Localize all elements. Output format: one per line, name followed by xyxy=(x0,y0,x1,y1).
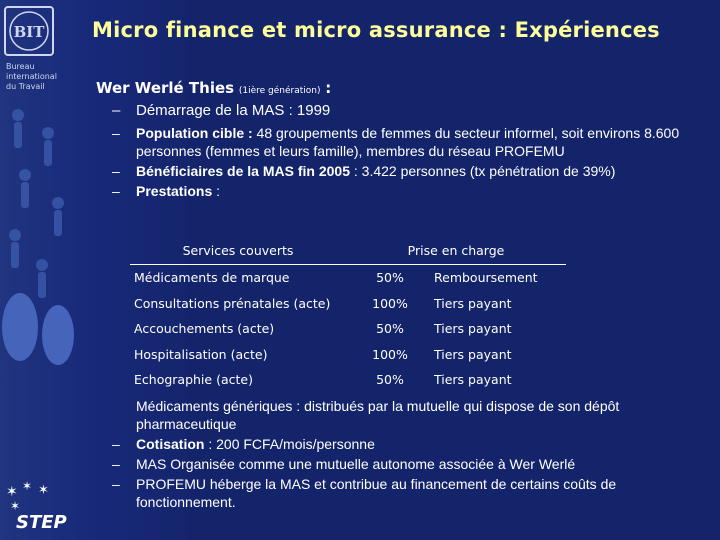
bullet-item xyxy=(96,162,696,180)
table-cell: Tiers payant xyxy=(434,321,512,337)
table-cell: Tiers payant xyxy=(434,372,512,388)
table-cell: Echographie (acte) xyxy=(134,372,253,388)
bullet-text: PROFEMU héberge la MAS et contribue au financement de certains coûts de fonctionnement. xyxy=(136,476,617,510)
table-cell: Tiers payant xyxy=(434,346,512,362)
bullet-text: 48 groupements de femmes du secteur informel, soit environs 8.600 personnes (femmes et leurs famille), membres du réseau PROFEMU xyxy=(136,125,680,159)
content-body xyxy=(96,79,696,200)
dash: – xyxy=(112,183,120,199)
dash: – xyxy=(112,476,120,492)
table-cell: 50% xyxy=(376,321,404,337)
dash: – xyxy=(112,102,121,119)
step-text: STEP xyxy=(16,512,67,533)
bullet-item xyxy=(96,455,696,473)
bullet-item xyxy=(96,182,696,200)
bullet-text: : 3.422 personnes (tx pénétration de 39%) xyxy=(349,163,616,179)
svg-text:✶: ✶ xyxy=(38,483,49,498)
note-text: Médicaments génériques : distribués par la mutuelle qui dispose de son dépôt pharmaceutique xyxy=(136,398,620,432)
org-line: du Travail xyxy=(6,82,45,91)
organisation-name xyxy=(6,62,57,92)
bullet-label: Population cible : xyxy=(136,125,253,141)
org-line: Bureau xyxy=(6,62,35,71)
table-cell: Remboursement xyxy=(434,270,538,286)
bullet-label: Bénéficiaires de la MAS fin 2005 xyxy=(136,163,350,179)
subtitle xyxy=(96,79,696,100)
table-row xyxy=(130,316,566,342)
slide-title: Micro finance et micro assurance : Expériences xyxy=(92,18,660,42)
subtitle-colon: : xyxy=(325,79,332,97)
bullet-item xyxy=(96,102,696,120)
table-row xyxy=(130,342,566,368)
dash: – xyxy=(112,125,120,141)
note-item xyxy=(96,397,696,433)
subtitle-paren: (1ière génération) xyxy=(238,86,321,96)
svg-text:✶: ✶ xyxy=(10,499,21,513)
dash: – xyxy=(112,436,120,452)
table-cell: Tiers payant xyxy=(434,295,512,311)
table-row xyxy=(130,367,566,393)
dash: – xyxy=(112,163,120,179)
bullet-label: Prestations xyxy=(136,183,213,199)
ilo-logo-icon xyxy=(4,6,54,56)
bullet-label: Cotisation xyxy=(136,436,205,452)
table-cell: Médicaments de marque xyxy=(134,270,290,286)
svg-text:✶: ✶ xyxy=(22,479,33,493)
dash: – xyxy=(112,456,120,472)
table-cell: 100% xyxy=(372,295,408,311)
sidebar xyxy=(0,0,80,540)
table-header-row xyxy=(130,236,566,265)
table-cell: 50% xyxy=(376,270,404,286)
bullet-text: : xyxy=(212,183,221,199)
bullet-label: Démarrage de la MAS : xyxy=(136,102,293,119)
table-cell: Accouchements (acte) xyxy=(134,321,275,337)
bullet-item xyxy=(96,124,696,160)
table-cell: 50% xyxy=(376,372,404,388)
subtitle-main: Wer Werlé Thies xyxy=(96,79,235,97)
table-row xyxy=(130,291,566,317)
table-row xyxy=(130,265,566,291)
services-table xyxy=(130,236,566,393)
table-cell: 100% xyxy=(372,346,408,362)
bullet-text: MAS Organisée comme une mutuelle autonome associée à Wer Werlé xyxy=(136,456,576,472)
table-header: Services couverts xyxy=(182,242,294,258)
logo-text: BIT xyxy=(13,23,45,41)
content-body-lower xyxy=(96,397,696,511)
org-line: international xyxy=(6,72,57,81)
table-cell: Consultations prénatales (acte) xyxy=(134,295,331,311)
bullet-item xyxy=(96,475,696,511)
table-header: Prise en charge xyxy=(407,242,505,258)
bullet-text: 1999 xyxy=(292,102,331,119)
people-figures-icon xyxy=(0,95,80,375)
svg-text:✶: ✶ xyxy=(6,484,18,500)
bullet-text: : 200 FCFA/mois/personne xyxy=(204,436,375,452)
table-cell: Hospitalisation (acte) xyxy=(134,346,268,362)
step-logo-icon xyxy=(2,478,72,533)
bullet-item xyxy=(96,435,696,453)
